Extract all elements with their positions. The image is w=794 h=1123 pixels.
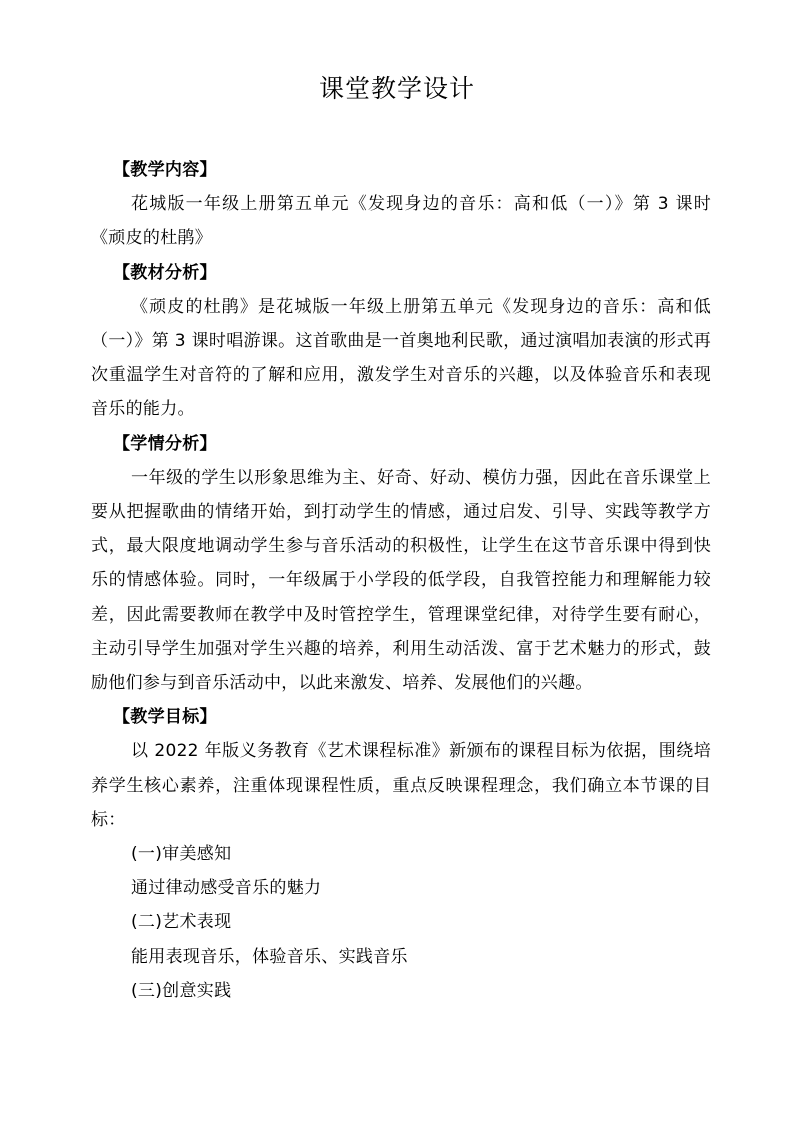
goal-item-text: 能用表现音乐，体验音乐、实践音乐	[131, 946, 408, 967]
document-title: 课堂教学设计	[318, 74, 475, 103]
goal-item-label: (三)创意实践	[131, 980, 232, 1001]
goal-item-label: (一)审美感知	[131, 844, 232, 865]
paragraph-content: 花城版一年级上册第五单元《发现身边的音乐：高和低（一）》第 3 课时《顽皮的杜鹃》	[91, 194, 711, 249]
section-heading-goals: 【教学目标】	[113, 707, 217, 728]
goal-item-label: (二)艺术表现	[131, 912, 232, 933]
section-heading-students: 【学情分析】	[113, 433, 217, 454]
document-body	[91, 153, 711, 1008]
paragraph-material: 《顽皮的杜鹃》是花城版一年级上册第五单元《发现身边的音乐：高和低（一）》第 3 课时唱游课。这首歌曲是一首奥地利民歌，通过演唱加表演的形式再次重温学生对音符的了解和应用，激发学生对音乐的兴趣，以及体验音乐和表现音乐的能力。	[91, 296, 711, 420]
paragraph-goals: 以 2022 年版义务教育《艺术课程标准》新颁布的课程目标为依据，围绕培养学生核心素养，注重体现课程性质，重点反映课程理念，我们确立本节课的目标：	[91, 741, 711, 830]
paragraph-students: 一年级的学生以形象思维为主、好奇、好动、模仿力强，因此在音乐课堂上要从把握歌曲的情绪开始，到打动学生的情感，通过启发、引导、实践等教学方式，最大限度地调动学生参与音乐活动的积极性，让学生在这节音乐课中得到快乐的情感体验。同时，一年级属于小学段的低学段，自我管控能力和理解能力较差，因此需要教师在教学中及时管控学生，管理课堂纪律，对待学生要有耐心，主动引导学生加强对学生兴趣的培养，利用生动活泼、富于艺术魅力的形式，鼓励他们参与到音乐活动中，以此来激发、培养、发展他们的兴趣。	[91, 467, 711, 694]
section-heading-material: 【教材分析】	[113, 262, 217, 283]
goal-item-text: 通过律动感受音乐的魅力	[131, 878, 322, 899]
section-heading-content: 【教学内容】	[113, 160, 217, 180]
